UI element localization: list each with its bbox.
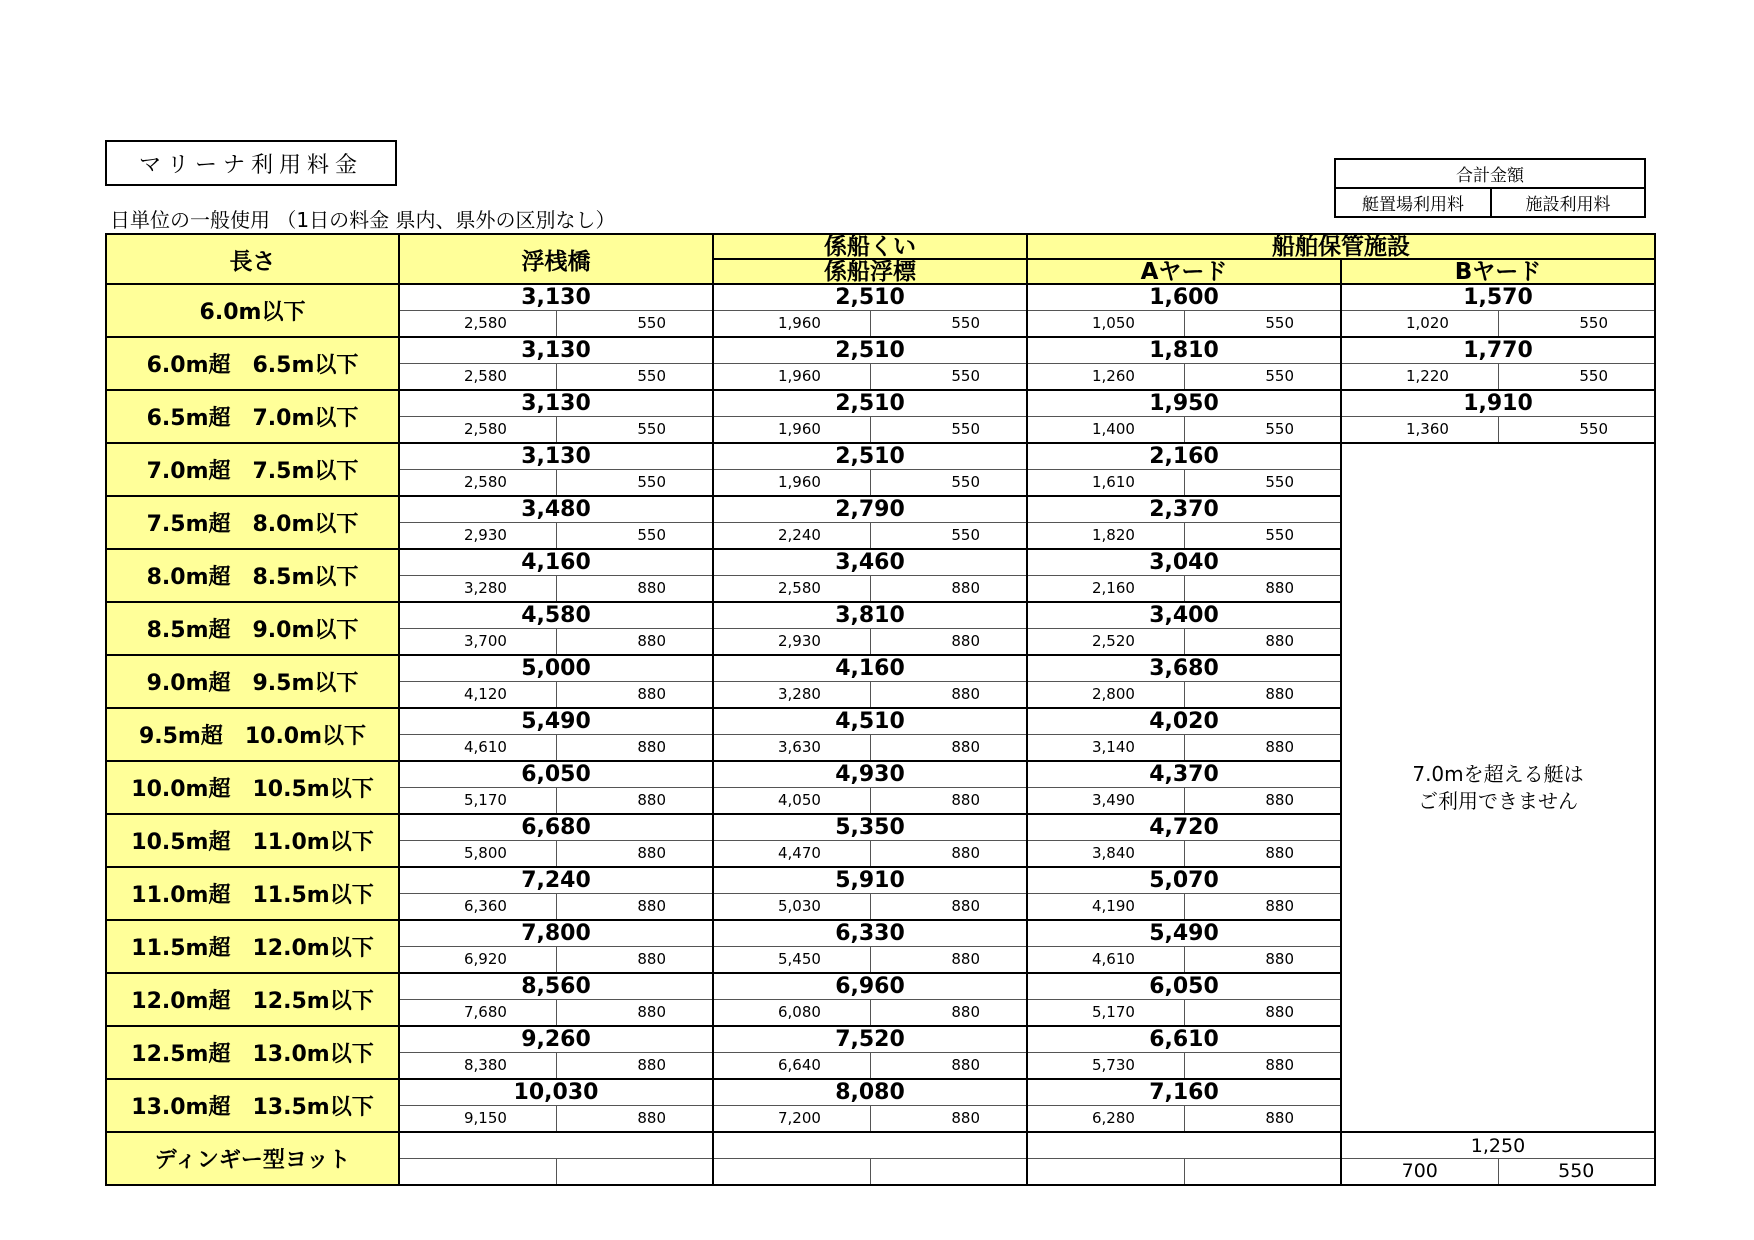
yard-a-facility-fee: 880 bbox=[1184, 1106, 1341, 1133]
subtitle: 日単位の一般使用 （1日の料金 県内、県外の区別なし） bbox=[110, 208, 616, 232]
row-length-label: 10.0m超 10.5m以下 bbox=[106, 761, 399, 814]
pontoon-berth-fee: 7,680 bbox=[399, 1000, 556, 1027]
yard-a-facility-fee: 880 bbox=[1184, 682, 1341, 709]
yard-b-total: 1,770 bbox=[1341, 337, 1655, 364]
row-length-label: 9.0m超 9.5m以下 bbox=[106, 655, 399, 708]
pontoon-facility-fee: 880 bbox=[556, 1053, 713, 1080]
yard-a-total: 4,720 bbox=[1027, 814, 1341, 841]
pontoon-facility-fee: 880 bbox=[556, 841, 713, 868]
yard-a-berth-fee bbox=[1027, 1159, 1184, 1186]
pontoon-total bbox=[399, 1132, 713, 1159]
yard-b-facility-fee: 550 bbox=[1498, 1159, 1655, 1186]
row-length-label: 6.0m超 6.5m以下 bbox=[106, 337, 399, 390]
yard-a-facility-fee: 880 bbox=[1184, 1053, 1341, 1080]
row-length-label: 6.0m以下 bbox=[106, 284, 399, 337]
yard-a-total: 1,600 bbox=[1027, 284, 1341, 311]
yard-b-facility-fee: 550 bbox=[1498, 364, 1655, 391]
mooring-facility-fee: 550 bbox=[870, 470, 1027, 497]
pontoon-facility-fee: 550 bbox=[556, 470, 713, 497]
yard-a-berth-fee: 2,160 bbox=[1027, 576, 1184, 603]
mooring-berth-fee: 2,930 bbox=[713, 629, 870, 656]
yard-a-facility-fee: 880 bbox=[1184, 1000, 1341, 1027]
mooring-berth-fee: 1,960 bbox=[713, 417, 870, 444]
pontoon-berth-fee: 5,170 bbox=[399, 788, 556, 815]
mooring-berth-fee: 2,240 bbox=[713, 523, 870, 550]
yard-a-total: 6,610 bbox=[1027, 1026, 1341, 1053]
mooring-facility-fee: 880 bbox=[870, 735, 1027, 762]
header-mooring-top: 係船くい bbox=[713, 234, 1027, 259]
pontoon-facility-fee: 880 bbox=[556, 735, 713, 762]
pontoon-facility-fee: 550 bbox=[556, 311, 713, 338]
mooring-facility-fee: 880 bbox=[870, 894, 1027, 921]
yard-a-berth-fee: 1,260 bbox=[1027, 364, 1184, 391]
yard-a-berth-fee: 1,820 bbox=[1027, 523, 1184, 550]
yard-a-facility-fee bbox=[1184, 1159, 1341, 1186]
mooring-facility-fee: 880 bbox=[870, 947, 1027, 974]
mooring-facility-fee: 880 bbox=[870, 629, 1027, 656]
mooring-total: 5,350 bbox=[713, 814, 1027, 841]
mooring-berth-fee: 2,580 bbox=[713, 576, 870, 603]
mooring-facility-fee: 550 bbox=[870, 364, 1027, 391]
row-length-label: 7.5m超 8.0m以下 bbox=[106, 496, 399, 549]
pontoon-facility-fee: 880 bbox=[556, 1000, 713, 1027]
mooring-facility-fee: 880 bbox=[870, 576, 1027, 603]
row-length-label: 10.5m超 11.0m以下 bbox=[106, 814, 399, 867]
mooring-total: 6,330 bbox=[713, 920, 1027, 947]
b-yard-note-line2: ご利用できません bbox=[1418, 788, 1578, 813]
row-length-label: 13.0m超 13.5m以下 bbox=[106, 1079, 399, 1132]
yard-a-berth-fee: 6,280 bbox=[1027, 1106, 1184, 1133]
yard-b-berth-fee: 700 bbox=[1341, 1159, 1498, 1186]
mooring-total bbox=[713, 1132, 1027, 1159]
row-length-label: 7.0m超 7.5m以下 bbox=[106, 443, 399, 496]
table-row bbox=[106, 284, 1655, 311]
pontoon-berth-fee: 2,580 bbox=[399, 470, 556, 497]
yard-a-berth-fee: 1,400 bbox=[1027, 417, 1184, 444]
yard-a-total: 3,040 bbox=[1027, 549, 1341, 576]
yard-b-total: 1,910 bbox=[1341, 390, 1655, 417]
mooring-berth-fee: 3,280 bbox=[713, 682, 870, 709]
yard-b-berth-fee: 1,020 bbox=[1341, 311, 1498, 338]
mooring-berth-fee: 5,450 bbox=[713, 947, 870, 974]
mooring-total: 2,510 bbox=[713, 284, 1027, 311]
pontoon-facility-fee: 550 bbox=[556, 417, 713, 444]
yard-a-berth-fee: 5,730 bbox=[1027, 1053, 1184, 1080]
yard-a-berth-fee: 3,840 bbox=[1027, 841, 1184, 868]
legend-left-label: 艇置場利用料 bbox=[1335, 188, 1491, 217]
table-row bbox=[106, 337, 1655, 364]
pontoon-facility-fee: 880 bbox=[556, 788, 713, 815]
mooring-facility-fee: 550 bbox=[870, 417, 1027, 444]
row-length-label: 11.5m超 12.0m以下 bbox=[106, 920, 399, 973]
b-yard-unavailable-note bbox=[1341, 443, 1655, 1132]
yard-a-facility-fee: 880 bbox=[1184, 735, 1341, 762]
mooring-berth-fee: 6,080 bbox=[713, 1000, 870, 1027]
legend-right-label: 施設利用料 bbox=[1491, 188, 1645, 217]
yard-a-total: 1,810 bbox=[1027, 337, 1341, 364]
pontoon-total: 7,800 bbox=[399, 920, 713, 947]
mooring-total: 2,510 bbox=[713, 337, 1027, 364]
pontoon-facility-fee: 550 bbox=[556, 523, 713, 550]
yard-a-total: 1,950 bbox=[1027, 390, 1341, 417]
row-length-label: 8.5m超 9.0m以下 bbox=[106, 602, 399, 655]
pontoon-total: 8,560 bbox=[399, 973, 713, 1000]
pontoon-berth-fee: 6,360 bbox=[399, 894, 556, 921]
row-length-label: 6.5m超 7.0m以下 bbox=[106, 390, 399, 443]
pontoon-berth-fee: 2,930 bbox=[399, 523, 556, 550]
row-length-label: 8.0m超 8.5m以下 bbox=[106, 549, 399, 602]
yard-b-facility-fee: 550 bbox=[1498, 417, 1655, 444]
header-mooring-bottom: 係船浮標 bbox=[713, 259, 1027, 284]
pontoon-facility-fee bbox=[556, 1159, 713, 1186]
yard-a-total: 5,070 bbox=[1027, 867, 1341, 894]
yard-a-berth-fee: 3,490 bbox=[1027, 788, 1184, 815]
header-pontoon: 浮桟橋 bbox=[399, 234, 713, 284]
page-title: マリーナ利用料金 bbox=[105, 140, 397, 186]
mooring-facility-fee: 880 bbox=[870, 1053, 1027, 1080]
pontoon-facility-fee: 880 bbox=[556, 1106, 713, 1133]
yard-a-berth-fee: 2,800 bbox=[1027, 682, 1184, 709]
pontoon-total: 9,260 bbox=[399, 1026, 713, 1053]
header-yard-a: Aヤード bbox=[1027, 259, 1341, 284]
mooring-facility-fee: 550 bbox=[870, 523, 1027, 550]
yard-a-facility-fee: 880 bbox=[1184, 947, 1341, 974]
mooring-facility-fee: 880 bbox=[870, 1106, 1027, 1133]
row-length-label: 9.5m超 10.0m以下 bbox=[106, 708, 399, 761]
mooring-berth-fee bbox=[713, 1159, 870, 1186]
table-row bbox=[106, 443, 1655, 470]
fee-table bbox=[105, 233, 1656, 1186]
pontoon-berth-fee: 3,280 bbox=[399, 576, 556, 603]
pontoon-total: 5,490 bbox=[399, 708, 713, 735]
mooring-total: 5,910 bbox=[713, 867, 1027, 894]
row-length-label: 11.0m超 11.5m以下 bbox=[106, 867, 399, 920]
yard-a-berth-fee: 4,190 bbox=[1027, 894, 1184, 921]
yard-a-total: 2,370 bbox=[1027, 496, 1341, 523]
pontoon-berth-fee: 2,580 bbox=[399, 417, 556, 444]
pontoon-total: 3,130 bbox=[399, 443, 713, 470]
yard-b-total: 1,250 bbox=[1341, 1132, 1655, 1159]
yard-a-total: 2,160 bbox=[1027, 443, 1341, 470]
pontoon-facility-fee: 880 bbox=[556, 682, 713, 709]
mooring-total: 4,930 bbox=[713, 761, 1027, 788]
row-length-label: 12.5m超 13.0m以下 bbox=[106, 1026, 399, 1079]
mooring-berth-fee: 3,630 bbox=[713, 735, 870, 762]
pontoon-facility-fee: 880 bbox=[556, 629, 713, 656]
pontoon-berth-fee: 8,380 bbox=[399, 1053, 556, 1080]
mooring-total: 4,160 bbox=[713, 655, 1027, 682]
mooring-facility-fee: 880 bbox=[870, 682, 1027, 709]
mooring-berth-fee: 1,960 bbox=[713, 470, 870, 497]
yard-a-total: 6,050 bbox=[1027, 973, 1341, 1000]
pontoon-total: 3,130 bbox=[399, 284, 713, 311]
yard-a-total bbox=[1027, 1132, 1341, 1159]
legend-table bbox=[1334, 158, 1646, 218]
pontoon-berth-fee: 5,800 bbox=[399, 841, 556, 868]
mooring-total: 8,080 bbox=[713, 1079, 1027, 1106]
mooring-berth-fee: 4,050 bbox=[713, 788, 870, 815]
pontoon-berth-fee: 2,580 bbox=[399, 311, 556, 338]
yard-a-facility-fee: 880 bbox=[1184, 788, 1341, 815]
pontoon-total: 3,480 bbox=[399, 496, 713, 523]
header-yard-b: Bヤード bbox=[1341, 259, 1655, 284]
yard-a-berth-fee: 4,610 bbox=[1027, 947, 1184, 974]
pontoon-total: 10,030 bbox=[399, 1079, 713, 1106]
pontoon-berth-fee: 9,150 bbox=[399, 1106, 556, 1133]
pontoon-total: 6,050 bbox=[399, 761, 713, 788]
header-storage: 船舶保管施設 bbox=[1027, 234, 1655, 259]
yard-a-total: 5,490 bbox=[1027, 920, 1341, 947]
row-length-label: ディンギー型ヨット bbox=[106, 1132, 399, 1185]
pontoon-facility-fee: 550 bbox=[556, 364, 713, 391]
yard-a-facility-fee: 880 bbox=[1184, 576, 1341, 603]
yard-b-berth-fee: 1,220 bbox=[1341, 364, 1498, 391]
yard-a-berth-fee: 1,610 bbox=[1027, 470, 1184, 497]
yard-b-berth-fee: 1,360 bbox=[1341, 417, 1498, 444]
header-length: 長さ bbox=[106, 234, 399, 284]
mooring-total: 2,510 bbox=[713, 443, 1027, 470]
yard-a-total: 7,160 bbox=[1027, 1079, 1341, 1106]
pontoon-facility-fee: 880 bbox=[556, 894, 713, 921]
pontoon-berth-fee: 4,120 bbox=[399, 682, 556, 709]
pontoon-total: 4,160 bbox=[399, 549, 713, 576]
legend-total-label: 合計金額 bbox=[1335, 159, 1645, 188]
pontoon-total: 5,000 bbox=[399, 655, 713, 682]
mooring-facility-fee: 880 bbox=[870, 788, 1027, 815]
pontoon-berth-fee: 2,580 bbox=[399, 364, 556, 391]
mooring-total: 3,460 bbox=[713, 549, 1027, 576]
yard-b-facility-fee: 550 bbox=[1498, 311, 1655, 338]
table-row bbox=[106, 390, 1655, 417]
table-row bbox=[106, 1132, 1655, 1159]
mooring-total: 6,960 bbox=[713, 973, 1027, 1000]
yard-a-berth-fee: 5,170 bbox=[1027, 1000, 1184, 1027]
b-yard-note-line1: 7.0mを超える艇は bbox=[1412, 761, 1584, 786]
pontoon-total: 7,240 bbox=[399, 867, 713, 894]
yard-a-total: 4,020 bbox=[1027, 708, 1341, 735]
mooring-berth-fee: 7,200 bbox=[713, 1106, 870, 1133]
mooring-total: 2,790 bbox=[713, 496, 1027, 523]
yard-a-facility-fee: 550 bbox=[1184, 311, 1341, 338]
pontoon-total: 3,130 bbox=[399, 337, 713, 364]
yard-a-facility-fee: 550 bbox=[1184, 523, 1341, 550]
mooring-berth-fee: 5,030 bbox=[713, 894, 870, 921]
yard-a-facility-fee: 550 bbox=[1184, 417, 1341, 444]
pontoon-total: 3,130 bbox=[399, 390, 713, 417]
mooring-total: 4,510 bbox=[713, 708, 1027, 735]
yard-a-facility-fee: 880 bbox=[1184, 894, 1341, 921]
pontoon-berth-fee: 3,700 bbox=[399, 629, 556, 656]
yard-a-facility-fee: 550 bbox=[1184, 470, 1341, 497]
pontoon-berth-fee bbox=[399, 1159, 556, 1186]
yard-a-facility-fee: 550 bbox=[1184, 364, 1341, 391]
yard-a-facility-fee: 880 bbox=[1184, 841, 1341, 868]
pontoon-total: 6,680 bbox=[399, 814, 713, 841]
mooring-berth-fee: 4,470 bbox=[713, 841, 870, 868]
pontoon-facility-fee: 880 bbox=[556, 576, 713, 603]
yard-a-total: 4,370 bbox=[1027, 761, 1341, 788]
mooring-facility-fee: 880 bbox=[870, 841, 1027, 868]
yard-a-berth-fee: 1,050 bbox=[1027, 311, 1184, 338]
yard-a-berth-fee: 2,520 bbox=[1027, 629, 1184, 656]
yard-a-facility-fee: 880 bbox=[1184, 629, 1341, 656]
mooring-facility-fee: 550 bbox=[870, 311, 1027, 338]
mooring-berth-fee: 1,960 bbox=[713, 364, 870, 391]
pontoon-total: 4,580 bbox=[399, 602, 713, 629]
pontoon-facility-fee: 880 bbox=[556, 947, 713, 974]
pontoon-berth-fee: 6,920 bbox=[399, 947, 556, 974]
mooring-berth-fee: 1,960 bbox=[713, 311, 870, 338]
yard-a-total: 3,680 bbox=[1027, 655, 1341, 682]
mooring-total: 3,810 bbox=[713, 602, 1027, 629]
row-length-label: 12.0m超 12.5m以下 bbox=[106, 973, 399, 1026]
mooring-facility-fee bbox=[870, 1159, 1027, 1186]
mooring-facility-fee: 880 bbox=[870, 1000, 1027, 1027]
mooring-total: 7,520 bbox=[713, 1026, 1027, 1053]
pontoon-berth-fee: 4,610 bbox=[399, 735, 556, 762]
mooring-berth-fee: 6,640 bbox=[713, 1053, 870, 1080]
yard-b-total: 1,570 bbox=[1341, 284, 1655, 311]
yard-a-berth-fee: 3,140 bbox=[1027, 735, 1184, 762]
mooring-total: 2,510 bbox=[713, 390, 1027, 417]
yard-a-total: 3,400 bbox=[1027, 602, 1341, 629]
